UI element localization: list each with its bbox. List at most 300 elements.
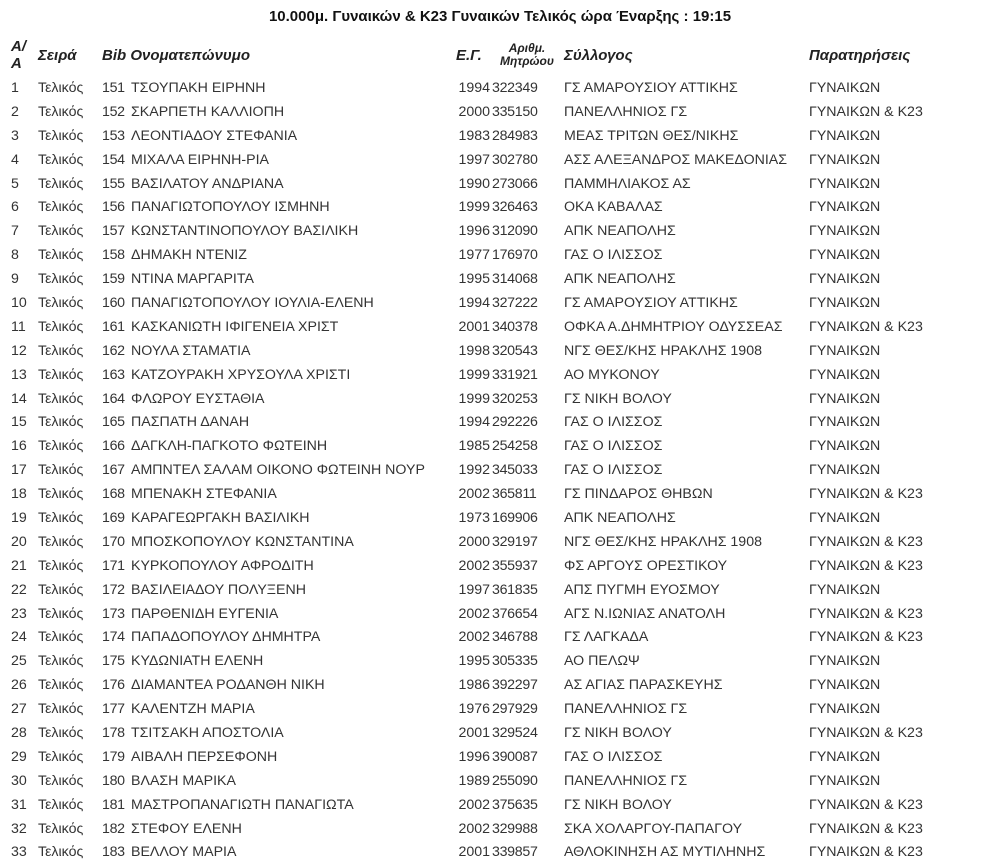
- table-row: [9, 769, 949, 793]
- cell-year: 1973: [458, 509, 490, 526]
- cell-seira: Τελικός: [38, 677, 84, 694]
- cell-bib: 169: [102, 509, 125, 526]
- cell-notes: ΓΥΝΑΙΚΩΝ: [809, 199, 881, 216]
- table-row: [9, 410, 949, 434]
- cell-bib: 164: [102, 390, 125, 407]
- cell-seira: Τελικός: [38, 366, 84, 383]
- cell-seira: Τελικός: [38, 486, 84, 503]
- cell-aa: 5: [11, 175, 19, 192]
- cell-seira: Τελικός: [38, 820, 84, 837]
- cell-seira: Τελικός: [38, 772, 84, 789]
- cell-aa: 32: [11, 820, 27, 837]
- cell-registry-number: 392297: [492, 677, 538, 694]
- cell-club: ΓΣ ΝΙΚΗ ΒΟΛΟΥ: [564, 390, 672, 407]
- table-row: [9, 482, 949, 506]
- cell-seira: Τελικός: [38, 724, 84, 741]
- cell-aa: 12: [11, 342, 27, 359]
- cell-bib: 176: [102, 677, 125, 694]
- cell-notes: ΓΥΝΑΙΚΩΝ: [809, 294, 881, 311]
- cell-name: ΜΙΧΑΛΑ ΕΙΡΗΝΗ-ΡΙΑ: [131, 151, 269, 168]
- cell-bib: 183: [102, 844, 125, 861]
- cell-notes: ΓΥΝΑΙΚΩΝ & Κ23: [809, 557, 923, 574]
- table-row: [9, 625, 949, 649]
- header-row: [9, 34, 949, 76]
- cell-name: ΠΑΡΘΕΝΙΔΗ ΕΥΓΕΝΙΑ: [131, 605, 279, 622]
- cell-registry-number: 254258: [492, 438, 538, 455]
- table-row: [9, 745, 949, 769]
- cell-year: 2001: [458, 724, 490, 741]
- cell-notes: ΓΥΝΑΙΚΩΝ & Κ23: [809, 533, 923, 550]
- cell-name: ΒΑΣΙΛΑΤΟΥ ΑΝΔΡΙΑΝΑ: [131, 175, 284, 192]
- cell-seira: Τελικός: [38, 414, 84, 431]
- cell-registry-number: 361835: [492, 581, 538, 598]
- cell-seira: Τελικός: [38, 844, 84, 861]
- cell-notes: ΓΥΝΑΙΚΩΝ: [809, 79, 881, 96]
- cell-registry-number: 335150: [492, 103, 538, 120]
- cell-name: ΠΑΠΑΔΟΠΟΥΛΟΥ ΔΗΜΗΤΡΑ: [131, 629, 321, 646]
- header-bib-name: Bib Ονοματεπώνυμο: [102, 46, 250, 64]
- table-header: [9, 34, 949, 76]
- cell-bib: 154: [102, 151, 125, 168]
- cell-seira: Τελικός: [38, 342, 84, 359]
- cell-seira: Τελικός: [38, 79, 84, 96]
- cell-bib: 159: [102, 271, 125, 288]
- cell-bib: 171: [102, 557, 125, 574]
- table-row: [9, 195, 949, 219]
- cell-club: ΓΑΣ Ο ΙΛΙΣΣΟΣ: [564, 438, 663, 455]
- cell-bib: 182: [102, 820, 125, 837]
- cell-year: 1999: [458, 199, 490, 216]
- cell-year: 1989: [458, 772, 490, 789]
- cell-bib: 163: [102, 366, 125, 383]
- cell-year: 2002: [458, 629, 490, 646]
- cell-bib: 168: [102, 486, 125, 503]
- cell-year: 1996: [458, 748, 490, 765]
- cell-club: ΑΟ ΠΕΛΩΨ: [564, 653, 640, 670]
- cell-registry-number: 292226: [492, 414, 538, 431]
- cell-year: 2002: [458, 820, 490, 837]
- table-row: [9, 841, 949, 865]
- cell-year: 1977: [458, 247, 490, 264]
- cell-notes: ΓΥΝΑΙΚΩΝ: [809, 271, 881, 288]
- cell-seira: Τελικός: [38, 533, 84, 550]
- cell-bib: 179: [102, 748, 125, 765]
- cell-year: 1986: [458, 677, 490, 694]
- cell-registry-number: 355937: [492, 557, 538, 574]
- table-row: [9, 434, 949, 458]
- cell-bib: 153: [102, 127, 125, 144]
- cell-name: ΜΑΣΤΡΟΠΑΝΑΓΙΩΤΗ ΠΑΝΑΓΙΩΤΑ: [131, 796, 354, 813]
- table-row: [9, 267, 949, 291]
- cell-registry-number: 390087: [492, 748, 538, 765]
- cell-club: ΓΣ ΑΜΑΡΟΥΣΙΟΥ ΑΤΤΙΚΗΣ: [564, 79, 738, 96]
- cell-club: ΠΑΝΕΛΛΗΝΙΟΣ ΓΣ: [564, 772, 688, 789]
- cell-year: 1985: [458, 438, 490, 455]
- cell-aa: 24: [11, 629, 27, 646]
- cell-notes: ΓΥΝΑΙΚΩΝ: [809, 653, 881, 670]
- cell-club: ΓΑΣ Ο ΙΛΙΣΣΟΣ: [564, 414, 663, 431]
- cell-bib: 152: [102, 103, 125, 120]
- cell-registry-number: 365811: [492, 486, 537, 503]
- cell-club: ΑΟ ΜΥΚΟΝΟΥ: [564, 366, 660, 383]
- cell-seira: Τελικός: [38, 701, 84, 718]
- cell-bib: 167: [102, 462, 125, 479]
- cell-bib: 151: [102, 79, 125, 96]
- cell-aa: 26: [11, 677, 27, 694]
- cell-club: ΓΣ ΝΙΚΗ ΒΟΛΟΥ: [564, 796, 672, 813]
- cell-club: ΓΑΣ Ο ΙΛΙΣΣΟΣ: [564, 462, 663, 479]
- cell-name: ΤΣΟΥΠΑΚΗ ΕΙΡΗΝΗ: [131, 79, 266, 96]
- cell-aa: 14: [11, 390, 27, 407]
- cell-name: ΜΠΕΝΑΚΗ ΣΤΕΦΑΝΙΑ: [131, 486, 277, 503]
- cell-year: 2002: [458, 486, 490, 503]
- cell-year: 1999: [458, 366, 490, 383]
- cell-club: ΑΠΚ ΝΕΑΠΟΛΗΣ: [564, 509, 676, 526]
- cell-year: 2002: [458, 605, 490, 622]
- cell-aa: 3: [11, 127, 19, 144]
- cell-bib: 174: [102, 629, 125, 646]
- cell-aa: 31: [11, 796, 27, 813]
- cell-name: ΚΑΣΚΑΝΙΩΤΗ ΙΦΙΓΕΝΕΙΑ ΧΡΙΣΤ: [131, 318, 339, 335]
- cell-bib: 158: [102, 247, 125, 264]
- cell-seira: Τελικός: [38, 127, 84, 144]
- cell-name: ΠΑΝΑΓΙΩΤΟΠΟΥΛΟΥ ΙΣΜΗΝΗ: [131, 199, 330, 216]
- cell-aa: 13: [11, 366, 27, 383]
- cell-bib: 162: [102, 342, 125, 359]
- cell-registry-number: 305335: [492, 653, 538, 670]
- cell-registry-number: 326463: [492, 199, 538, 216]
- cell-year: 1992: [458, 462, 490, 479]
- cell-registry-number: 340378: [492, 318, 538, 335]
- cell-aa: 21: [11, 557, 27, 574]
- cell-bib: 156: [102, 199, 125, 216]
- cell-aa: 11: [11, 318, 26, 335]
- cell-bib: 161: [102, 318, 125, 335]
- cell-notes: ΓΥΝΑΙΚΩΝ & Κ23: [809, 844, 923, 861]
- table-row: [9, 148, 949, 172]
- cell-aa: 2: [11, 103, 19, 120]
- cell-club: ΑΣ ΑΓΙΑΣ ΠΑΡΑΣΚΕΥΗΣ: [564, 677, 723, 694]
- header-eg: Ε.Γ.: [456, 46, 482, 64]
- cell-club: ΠΑΝΕΛΛΗΝΙΟΣ ΓΣ: [564, 103, 688, 120]
- cell-name: ΒΕΛΛΟΥ ΜΑΡΙΑ: [131, 844, 237, 861]
- cell-aa: 16: [11, 438, 27, 455]
- cell-year: 1990: [458, 175, 490, 192]
- header-registry-line2: Μητρώου: [500, 54, 554, 68]
- cell-seira: Τελικός: [38, 294, 84, 311]
- cell-year: 1994: [458, 414, 490, 431]
- cell-year: 1997: [458, 581, 490, 598]
- cell-registry-number: 176970: [492, 247, 538, 264]
- cell-seira: Τελικός: [38, 438, 84, 455]
- header-aa: Α/Α: [11, 38, 26, 72]
- cell-bib: 165: [102, 414, 125, 431]
- cell-registry-number: 320253: [492, 390, 538, 407]
- cell-seira: Τελικός: [38, 605, 84, 622]
- cell-notes: ΓΥΝΑΙΚΩΝ & Κ23: [809, 103, 923, 120]
- cell-seira: Τελικός: [38, 509, 84, 526]
- cell-club: ΟΚΑ ΚΑΒΑΛΑΣ: [564, 199, 663, 216]
- cell-aa: 18: [11, 486, 27, 503]
- cell-club: ΓΣ ΑΜΑΡΟΥΣΙΟΥ ΑΤΤΙΚΗΣ: [564, 294, 738, 311]
- cell-registry-number: 346788: [492, 629, 538, 646]
- cell-year: 1976: [458, 701, 490, 718]
- cell-notes: ΓΥΝΑΙΚΩΝ: [809, 509, 881, 526]
- cell-notes: ΓΥΝΑΙΚΩΝ & Κ23: [809, 629, 923, 646]
- cell-registry-number: 327222: [492, 294, 538, 311]
- cell-registry-number: 255090: [492, 772, 538, 789]
- cell-year: 1994: [458, 294, 490, 311]
- cell-seira: Τελικός: [38, 581, 84, 598]
- cell-club: ΝΓΣ ΘΕΣ/ΚΗΣ ΗΡΑΚΛΗΣ 1908: [564, 342, 762, 359]
- cell-seira: Τελικός: [38, 175, 84, 192]
- cell-name: ΛΕΟΝΤΙΑΔΟΥ ΣΤΕΦΑΝΙΑ: [131, 127, 298, 144]
- cell-registry-number: 302780: [492, 151, 538, 168]
- cell-aa: 15: [11, 414, 27, 431]
- cell-seira: Τελικός: [38, 103, 84, 120]
- cell-notes: ΓΥΝΑΙΚΩΝ: [809, 748, 881, 765]
- cell-aa: 1: [11, 79, 19, 96]
- table-row: [9, 243, 949, 267]
- cell-seira: Τελικός: [38, 557, 84, 574]
- cell-club: ΓΣ ΝΙΚΗ ΒΟΛΟΥ: [564, 724, 672, 741]
- cell-registry-number: 314068: [492, 271, 538, 288]
- table-row: [9, 124, 949, 148]
- cell-registry-number: 273066: [492, 175, 538, 192]
- cell-bib: 181: [102, 796, 125, 813]
- cell-seira: Τελικός: [38, 247, 84, 264]
- cell-notes: ΓΥΝΑΙΚΩΝ & Κ23: [809, 724, 923, 741]
- cell-registry-number: 284983: [492, 127, 538, 144]
- cell-seira: Τελικός: [38, 653, 84, 670]
- cell-name: ΚΑΛΕΝΤΖΗ ΜΑΡΙΑ: [131, 701, 255, 718]
- cell-registry-number: 320543: [492, 342, 538, 359]
- table-row: [9, 721, 949, 745]
- cell-registry-number: 339857: [492, 844, 538, 861]
- cell-aa: 22: [11, 581, 27, 598]
- cell-aa: 19: [11, 509, 27, 526]
- table-row: [9, 458, 949, 482]
- cell-aa: 23: [11, 605, 27, 622]
- cell-seira: Τελικός: [38, 748, 84, 765]
- cell-name: ΚΥΔΩΝΙΑΤΗ ΕΛΕΝΗ: [131, 653, 264, 670]
- table-row: [9, 554, 949, 578]
- cell-club: ΓΣ ΛΑΓΚΑΔΑ: [564, 629, 649, 646]
- cell-aa: 20: [11, 533, 27, 550]
- cell-notes: ΓΥΝΑΙΚΩΝ: [809, 342, 881, 359]
- cell-name: ΔΗΜΑΚΗ ΝΤΕΝΙΖ: [131, 247, 247, 264]
- cell-year: 2000: [458, 533, 490, 550]
- cell-registry-number: 376654: [492, 605, 538, 622]
- table-row: [9, 602, 949, 626]
- cell-club: ΝΓΣ ΘΕΣ/ΚΗΣ ΗΡΑΚΛΗΣ 1908: [564, 533, 762, 550]
- table-body: [9, 76, 949, 864]
- cell-aa: 30: [11, 772, 27, 789]
- cell-name: ΔΙΑΜΑΝΤΕΑ ΡΟΔΑΝΘΗ ΝΙΚΗ: [131, 677, 325, 694]
- table-row: [9, 100, 949, 124]
- table-row: [9, 291, 949, 315]
- table-row: [9, 76, 949, 100]
- cell-notes: ΓΥΝΑΙΚΩΝ: [809, 462, 881, 479]
- cell-bib: 173: [102, 605, 125, 622]
- table-row: [9, 315, 949, 339]
- table-row: [9, 506, 949, 530]
- cell-bib: 177: [102, 701, 125, 718]
- cell-name: ΠΑΝΑΓΙΩΤΟΠΟΥΛΟΥ ΙΟΥΛΙΑ-ΕΛΕΝΗ: [131, 294, 374, 311]
- cell-notes: ΓΥΝΑΙΚΩΝ & Κ23: [809, 486, 923, 503]
- cell-registry-number: 329197: [492, 533, 538, 550]
- cell-bib: 172: [102, 581, 125, 598]
- cell-club: ΠΑΜΜΗΛΙΑΚΟΣ ΑΣ: [564, 175, 691, 192]
- table-row: [9, 363, 949, 387]
- cell-notes: ΓΥΝΑΙΚΩΝ: [809, 151, 881, 168]
- cell-notes: ΓΥΝΑΙΚΩΝ: [809, 677, 881, 694]
- cell-registry-number: 297929: [492, 701, 538, 718]
- cell-aa: 27: [11, 701, 27, 718]
- cell-year: 1997: [458, 151, 490, 168]
- cell-name: ΠΑΣΠΑΤΗ ΔΑΝΑΗ: [131, 414, 250, 431]
- cell-seira: Τελικός: [38, 223, 84, 240]
- cell-club: ΓΑΣ Ο ΙΛΙΣΣΟΣ: [564, 748, 663, 765]
- table-row: [9, 649, 949, 673]
- cell-seira: Τελικός: [38, 390, 84, 407]
- table-row: [9, 793, 949, 817]
- cell-aa: 4: [11, 151, 19, 168]
- cell-year: 2001: [458, 318, 490, 335]
- header-registry-line1: Αριθμ.: [508, 41, 546, 55]
- cell-notes: ΓΥΝΑΙΚΩΝ & Κ23: [809, 318, 923, 335]
- page-title: 10.000μ. Γυναικών & Κ23 Γυναικών Τελικός ώρα Έναρξης : 19:15: [268, 8, 732, 25]
- cell-seira: Τελικός: [38, 151, 84, 168]
- cell-name: ΔΑΓΚΛΗ-ΠΑΓΚΟΤΟ ΦΩΤΕΙΝΗ: [131, 438, 328, 455]
- cell-name: ΒΑΣΙΛΕΙΑΔΟΥ ΠΟΛΥΞΕΝΗ: [131, 581, 306, 598]
- cell-aa: 7: [11, 223, 19, 240]
- cell-year: 2002: [458, 796, 490, 813]
- cell-seira: Τελικός: [38, 318, 84, 335]
- cell-bib: 175: [102, 653, 125, 670]
- cell-aa: 29: [11, 748, 27, 765]
- cell-notes: ΓΥΝΑΙΚΩΝ: [809, 438, 881, 455]
- cell-notes: ΓΥΝΑΙΚΩΝ: [809, 366, 881, 383]
- cell-notes: ΓΥΝΑΙΚΩΝ: [809, 701, 881, 718]
- cell-notes: ΓΥΝΑΙΚΩΝ & Κ23: [809, 605, 923, 622]
- cell-name: ΚΑΡΑΓΕΩΡΓΑΚΗ ΒΑΣΙΛΙΚΗ: [131, 509, 310, 526]
- table-row: [9, 530, 949, 554]
- cell-club: ΟΦΚΑ Α.ΔΗΜΗΤΡΙΟΥ ΟΔΥΣΣΕΑΣ: [564, 318, 783, 335]
- cell-year: 2001: [458, 844, 490, 861]
- cell-aa: 6: [11, 199, 19, 216]
- cell-registry-number: 329988: [492, 820, 538, 837]
- cell-name: ΣΚΑΡΠΕΤΗ ΚΑΛΛΙΟΠΗ: [131, 103, 285, 120]
- cell-seira: Τελικός: [38, 271, 84, 288]
- cell-seira: Τελικός: [38, 199, 84, 216]
- header-seira: Σειρά: [38, 46, 77, 64]
- cell-year: 1999: [458, 390, 490, 407]
- cell-registry-number: 312090: [492, 223, 538, 240]
- cell-name: ΚΩΝΣΤΑΝΤΙΝΟΠΟΥΛΟΥ ΒΑΣΙΛΙΚΗ: [131, 223, 359, 240]
- cell-year: 1998: [458, 342, 490, 359]
- cell-club: ΑΓΣ Ν.ΙΩΝΙΑΣ ΑΝΑΤΟΛΗ: [564, 605, 726, 622]
- results-table: [9, 34, 949, 864]
- cell-name: ΦΛΩΡΟΥ ΕΥΣΤΑΘΙΑ: [131, 390, 265, 407]
- cell-bib: 180: [102, 772, 125, 789]
- table-row: [9, 578, 949, 602]
- cell-aa: 17: [11, 462, 27, 479]
- cell-aa: 8: [11, 247, 19, 264]
- table-row: [9, 339, 949, 363]
- cell-club: ΠΑΝΕΛΛΗΝΙΟΣ ΓΣ: [564, 701, 688, 718]
- cell-notes: ΓΥΝΑΙΚΩΝ: [809, 247, 881, 264]
- cell-year: 2002: [458, 557, 490, 574]
- cell-bib: 170: [102, 533, 125, 550]
- cell-seira: Τελικός: [38, 629, 84, 646]
- cell-year: 2000: [458, 103, 490, 120]
- cell-club: ΑΣΣ ΑΛΕΞΑΝΔΡΟΣ ΜΑΚΕΔΟΝΙΑΣ: [564, 151, 788, 168]
- cell-notes: ΓΥΝΑΙΚΩΝ: [809, 390, 881, 407]
- cell-bib: 166: [102, 438, 125, 455]
- cell-year: 1995: [458, 653, 490, 670]
- cell-club: ΑΠΚ ΝΕΑΠΟΛΗΣ: [564, 223, 676, 240]
- cell-aa: 10: [11, 294, 27, 311]
- cell-registry-number: 329524: [492, 724, 538, 741]
- header-club: Σύλλογος: [564, 46, 633, 64]
- cell-notes: ΓΥΝΑΙΚΩΝ: [809, 127, 881, 144]
- cell-notes: ΓΥΝΑΙΚΩΝ: [809, 581, 881, 598]
- cell-club: ΜΕΑΣ ΤΡΙΤΩΝ ΘΕΣ/ΝΙΚΗΣ: [564, 127, 739, 144]
- cell-club: ΓΣ ΠΙΝΔΑΡΟΣ ΘΗΒΩΝ: [564, 486, 713, 503]
- cell-notes: ΓΥΝΑΙΚΩΝ: [809, 414, 881, 431]
- cell-club: ΑΘΛΟΚΙΝΗΣΗ ΑΣ ΜΥΤΙΛΗΝΗΣ: [564, 844, 766, 861]
- cell-notes: ΓΥΝΑΙΚΩΝ & Κ23: [809, 796, 923, 813]
- table-row: [9, 219, 949, 243]
- cell-year: 1994: [458, 79, 490, 96]
- cell-club: ΑΠΣ ΠΥΓΜΗ ΕΥΟΣΜΟΥ: [564, 581, 720, 598]
- cell-notes: ΓΥΝΑΙΚΩΝ & Κ23: [809, 820, 923, 837]
- cell-year: 1983: [458, 127, 490, 144]
- cell-club: ΓΑΣ Ο ΙΛΙΣΣΟΣ: [564, 247, 663, 264]
- cell-name: ΒΛΑΣΗ ΜΑΡΙΚΑ: [131, 772, 236, 789]
- table-row: [9, 817, 949, 841]
- cell-aa: 33: [11, 844, 27, 861]
- cell-registry-number: 322349: [492, 79, 538, 96]
- cell-name: ΑΜΠΝΤΕΛ ΣΑΛΑΜ ΟΙΚΟΝΟ ΦΩΤΕΙΝΗ ΝΟΥΡ: [131, 462, 425, 479]
- cell-aa: 28: [11, 724, 27, 741]
- cell-name: ΚΥΡΚΟΠΟΥΛΟΥ ΑΦΡΟΔΙΤΗ: [131, 557, 314, 574]
- cell-name: ΝΤΙΝΑ ΜΑΡΓΑΡΙΤΑ: [131, 271, 254, 288]
- table-row: [9, 172, 949, 196]
- header-notes: Παρατηρήσεις: [809, 46, 911, 64]
- cell-year: 1995: [458, 271, 490, 288]
- cell-aa: 9: [11, 271, 19, 288]
- cell-aa: 25: [11, 653, 27, 670]
- cell-registry-number: 169906: [492, 509, 538, 526]
- cell-registry-number: 375635: [492, 796, 538, 813]
- cell-name: ΑΙΒΑΛΗ ΠΕΡΣΕΦΟΝΗ: [131, 748, 278, 765]
- cell-seira: Τελικός: [38, 462, 84, 479]
- cell-name: ΝΟΥΛΑ ΣΤΑΜΑΤΙΑ: [131, 342, 251, 359]
- cell-club: ΣΚΑ ΧΟΛΑΡΓΟΥ-ΠΑΠΑΓΟΥ: [564, 820, 743, 837]
- table-row: [9, 387, 949, 411]
- cell-bib: 178: [102, 724, 125, 741]
- cell-notes: ΓΥΝΑΙΚΩΝ: [809, 223, 881, 240]
- cell-bib: 160: [102, 294, 125, 311]
- cell-bib: 157: [102, 223, 125, 240]
- cell-name: ΣΤΕΦΟΥ ΕΛΕΝΗ: [131, 820, 242, 837]
- cell-notes: ΓΥΝΑΙΚΩΝ: [809, 175, 881, 192]
- cell-registry-number: 331921: [492, 366, 538, 383]
- table-row: [9, 697, 949, 721]
- cell-name: ΚΑΤΖΟΥΡΑΚΗ ΧΡΥΣΟΥΛΑ ΧΡΙΣΤΙ: [131, 366, 351, 383]
